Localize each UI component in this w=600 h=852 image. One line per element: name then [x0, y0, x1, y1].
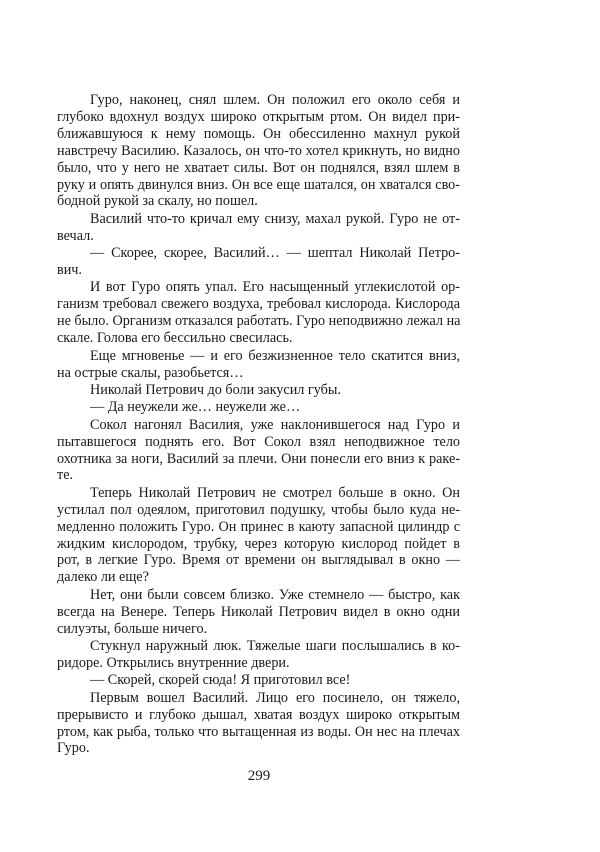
text-line: жидким кислородом, трубку, через которую кислород пойдет в: [57, 535, 460, 552]
text-line: медленно положить Гуро. Он принес в каюту запасной цилиндр с: [57, 518, 460, 535]
text-line: те.: [57, 467, 74, 484]
paragraph: [57, 211, 460, 245]
text-line: ганизм требовал свежего воздуха, требовал кислорода. Кислорода: [57, 296, 460, 313]
text-line: Стукнул наружный люк. Тяжелые шаги послышались в ко-: [90, 638, 460, 654]
text-line: скале. Голова его бессильно свесилась.: [57, 330, 293, 347]
text-line: руку и опять двинулся вниз. Он все еще шатался, он хватался сво-: [57, 176, 460, 193]
paragraph: [57, 92, 460, 210]
text-line: далеко ли еще?: [57, 569, 149, 586]
paragraph: [57, 417, 460, 485]
text-line: И вот Гуро опять упал. Его насыщенный углекислотой ор-: [90, 279, 460, 296]
text-line: прерывисто и глубоко дышал, хватая воздух широко открытым: [57, 706, 460, 723]
text-line: ртом, как рыба, только что вытащенная из воды. Он нес на плечах: [57, 723, 460, 740]
text-line: охотника за ноги, Василий за плечи. Они понесли его вниз к раке-: [57, 450, 460, 467]
text-line: устилал пол одеялом, приготовил подушку, чтобы было куда не-: [57, 501, 460, 518]
text-line: всегда на Венере. Теперь Николай Петрович видел в окно одни: [57, 603, 460, 620]
paragraph: [57, 690, 460, 758]
text-line: на острые скалы, разобьется…: [57, 364, 244, 381]
paragraph: [57, 399, 460, 416]
text-line: ближавшуюся к нему помощь. Он обессиленно махнул рукой: [57, 125, 460, 142]
paragraph: [57, 587, 460, 638]
paragraph: [57, 279, 460, 347]
text-line: навстречу Василию. Казалось, он что-то хотел крикнуть, но видно: [57, 142, 460, 159]
paragraph: [57, 245, 460, 279]
text-line: не было. Организм отказался работать. Гуро неподвижно лежал на: [57, 313, 461, 330]
text-line: вечал.: [57, 227, 94, 244]
text-line: было, что у него не хватает силы. Вот он поднялся, взял шлем в: [57, 159, 460, 176]
text-line: Гуро.: [57, 740, 90, 757]
text-line: Сокол нагонял Василия, уже наклонившегося над Гуро и: [90, 416, 460, 433]
text-line: вич.: [57, 262, 82, 279]
text-line: бодной рукой за скалу, но пошел.: [57, 193, 258, 210]
text-line: Василий что-то кричал ему снизу, махал рукой. Гуро не от-: [90, 210, 460, 227]
page-body-text: [57, 92, 460, 758]
paragraph: [57, 638, 460, 672]
text-line: — Да неужели же… неужели же…: [90, 399, 301, 416]
text-line: Нет, они были совсем близко. Уже стемнело — быстро, как: [90, 586, 460, 603]
text-line: ридоре. Открылись внутренние двери.: [57, 654, 290, 671]
text-line: — Скорее, скорее, Василий… — шептал Николай Петро-: [90, 245, 460, 262]
page-number: 299: [247, 768, 271, 784]
text-line: Теперь Николай Петрович не смотрел больше в окно. Он: [90, 484, 460, 501]
paragraph: [57, 382, 460, 399]
paragraph: [57, 485, 460, 586]
text-line: пытавшегося поднять его. Вот Сокол взял неподвижное тело: [57, 433, 460, 450]
text-line: Еще мгновенье — и его безжизненное тело скатится вниз,: [90, 347, 460, 364]
text-line: — Скорей, скорей сюда! Я приготовил все!: [90, 672, 351, 689]
text-line: Гуро, наконец, снял шлем. Он положил его около себя и: [90, 92, 460, 108]
paragraph: [57, 348, 460, 382]
paragraph: [57, 672, 460, 689]
text-line: Первым вошел Василий. Лицо его посинело, он тяжело,: [90, 689, 460, 706]
text-line: Николай Петрович до боли закусил губы.: [90, 381, 341, 398]
text-line: рот, в легкие Гуро. Время от времени он выглядывал в окно —: [57, 552, 460, 569]
text-line: силуэты, больше ничего.: [57, 620, 208, 637]
text-line: глубоко вдохнул воздух широко открытым ртом. Он видел при-: [57, 108, 460, 125]
